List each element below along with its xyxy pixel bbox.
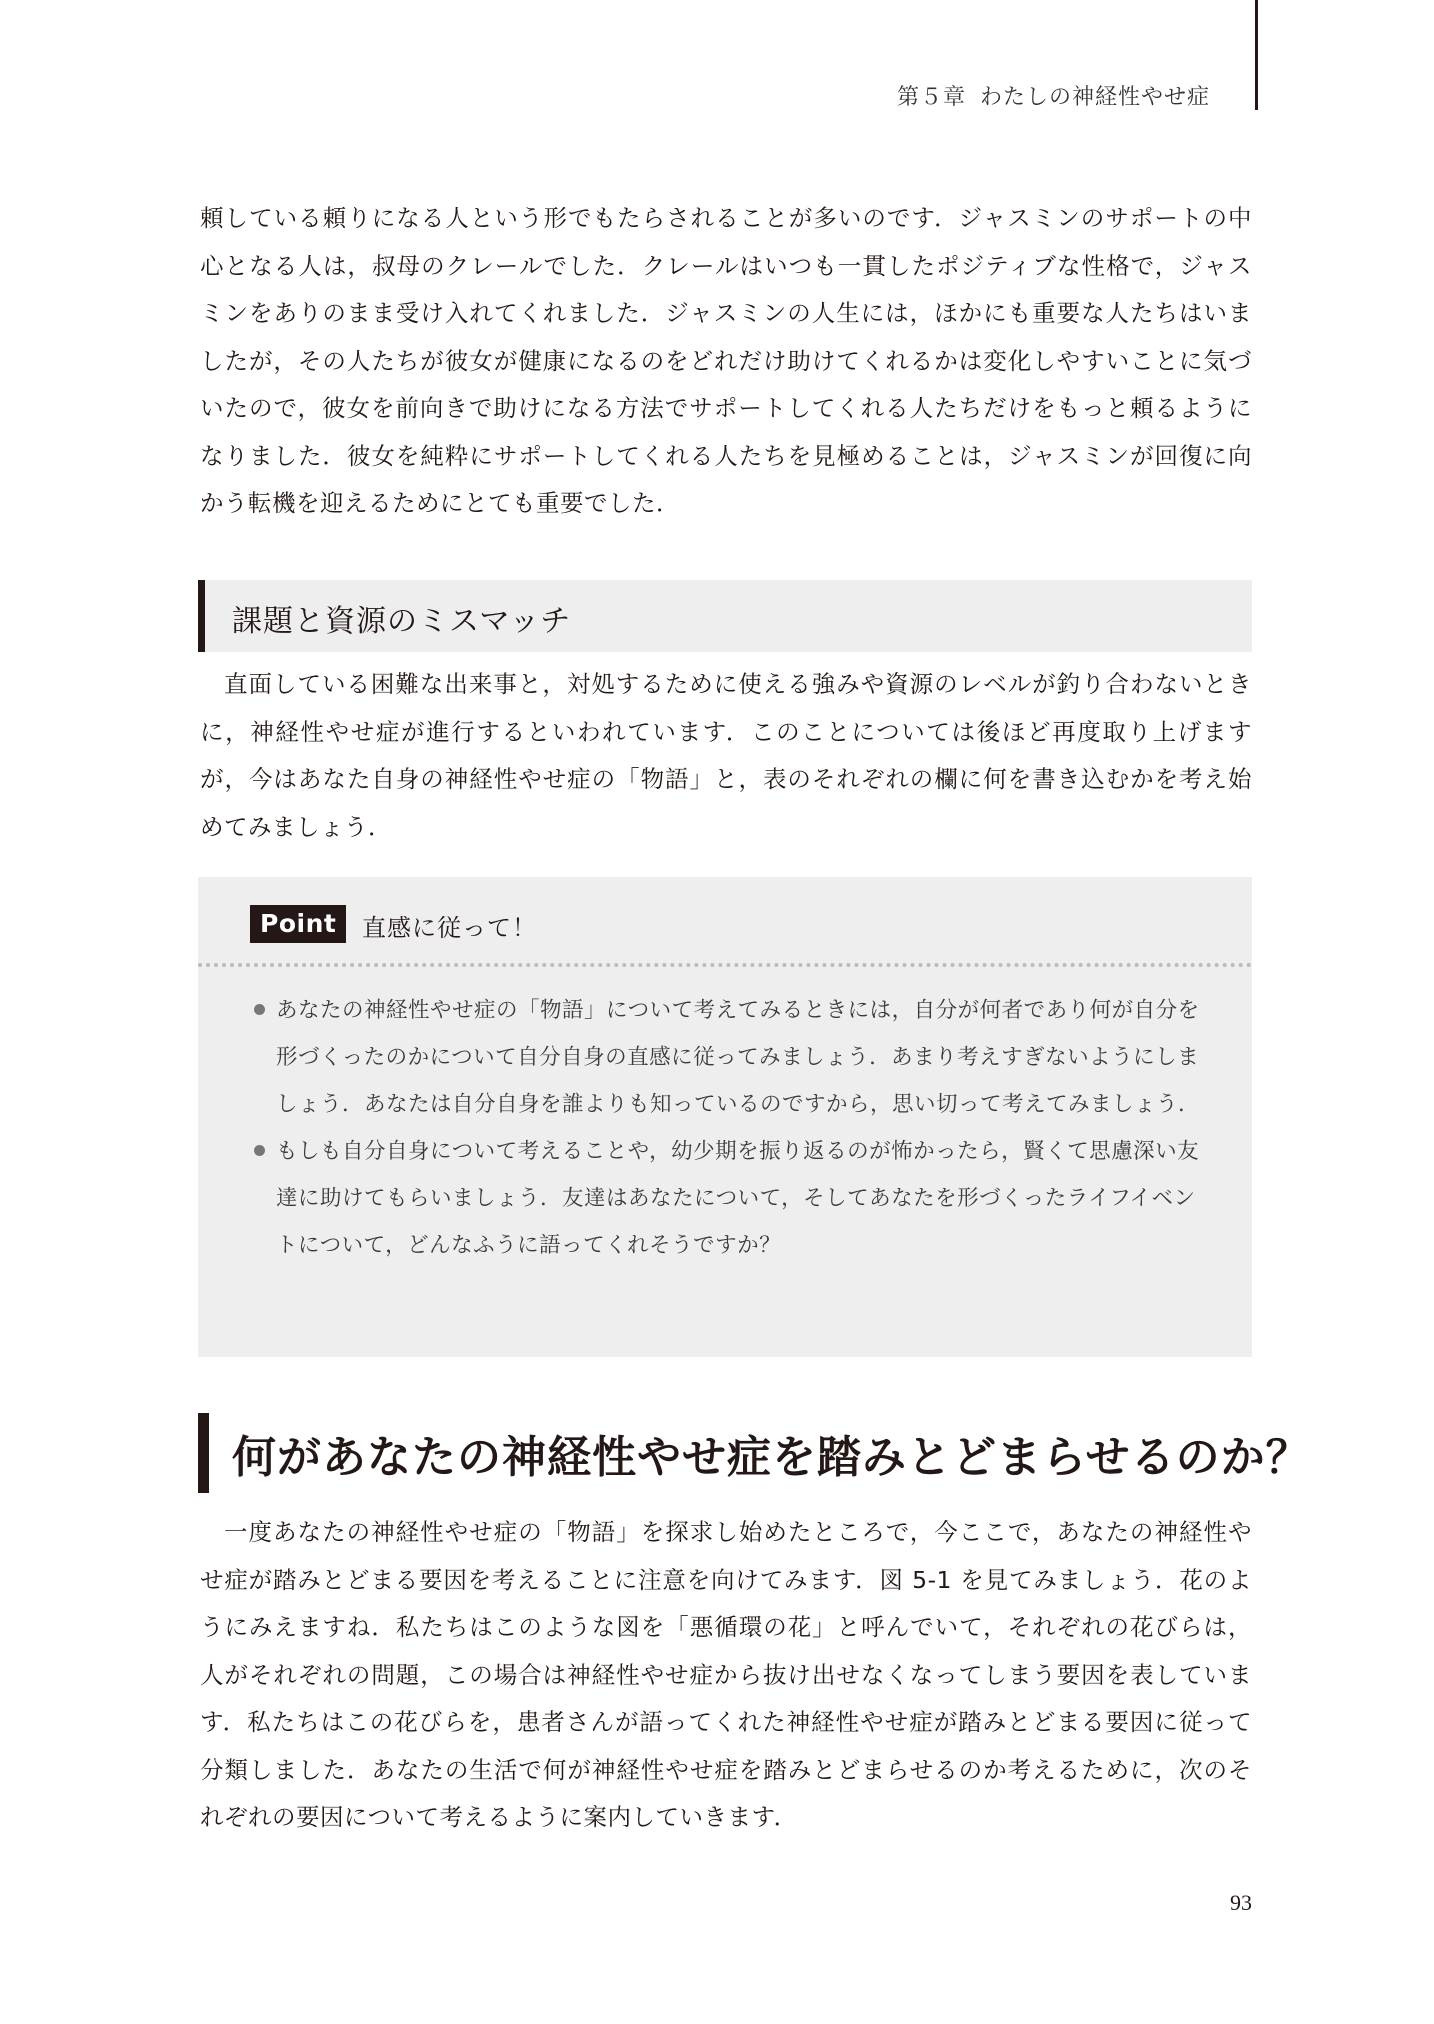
dotted-divider [198,963,1252,967]
subsection-heading [198,580,1252,652]
point-badge: Point [250,905,346,943]
subsection-heading-bar [198,580,205,652]
point-list [254,987,1214,1269]
point-box [198,877,1252,1357]
bullet-icon [254,1004,265,1015]
intro-paragraph: 頼している頼りになる人という形でもたらされることが多いのです．ジャスミンのサポートの中心となる人は，叔母のクレールでした．クレールはいつも一貫したポジティブな性格で，ジャスミンをありのまま受け入れてくれました．ジャスミンの人生には，ほかにも重要な人たちはいましたが，その人たちが彼女が健康になるのをどれだけ助けてくれるかは変化しやすいことに気づいたので，彼女を前向きで助けになる方法でサポートしてくれる人たちだけをもっと頼るようになりました．彼女を純粋にサポートしてくれる人たちを見極めることは，ジャスミンが回復に向かう転機を迎えるためにとても重要でした． [200,204,1252,517]
subsection-paragraph: 直面している困難な出来事と，対処するために使える強みや資源のレベルが釣り合わないときに，神経性やせ症が進行するといわれています．このことについては後ほど再度取り上げますが，今はあなた自身の神経性やせ症の「物語」と，表のそれぞれの欄に何を書き込むかを考え始めてみましょう． [200,670,1252,841]
section-heading [198,1413,1311,1493]
section-title: 何があなたの神経性やせ症を踏みとどまらせるのか？ [232,1432,1311,1483]
page-number: 93 [1230,1890,1252,1915]
subsection-title: 課題と資源のミスマッチ [232,604,572,639]
point-list-item [254,1128,1214,1269]
bullet-icon [254,1145,265,1156]
running-head [700,80,1210,111]
point-item-text: あなたの神経性やせ症の「物語」について考えてみるときには，自分が何者であり何が自分を形づくったのかについて自分自身の直感に従ってみましょう．あまり考えすぎないようにしましょう．あなたは自分自身を誰よりも知っているのですから，思い切って考えてみましょう． [276,998,1201,1117]
chapter-number: 第５章 [896,85,966,110]
section-paragraph: 一度あなたの神経性やせ症の「物語」を探求し始めたところで，今ここで，あなたの神経性やせ症が踏みとどまる要因を考えることに注意を向けてみます．図 5-1 を見てみましょう．花のようにみえますね．私たちはこのような図を「悪循環の花」と呼んでいて，それぞれの花びらは，人がそれぞれの問題，この場合は神経性やせ症から抜け出せなくなってしまう要因を表しています．私たちはこの花びらを，患者さんが語ってくれた神経性やせ症が踏みとどまる要因に従って分類しました．あなたの生活で何が神経性やせ症を踏みとどまらせるのか考えるために，次のそれぞれの要因について考えるように案内していきます． [200,1518,1252,1831]
section-heading-bar [198,1413,209,1493]
chapter-title: わたしの神経性やせ症 [979,85,1210,110]
point-list-item [254,987,1214,1128]
point-item-text: もしも自分自身について考えることや，幼少期を振り返るのが怖かったら，賢くて思慮深い友達に助けてもらいましょう．友達はあなたについて，そしてあなたを形づくったライフイベントについて，どんなふうに語ってくれそうですか？ [276,1139,1200,1258]
point-title: 直感に従って！ [362,914,537,942]
header-rule [1255,0,1258,110]
